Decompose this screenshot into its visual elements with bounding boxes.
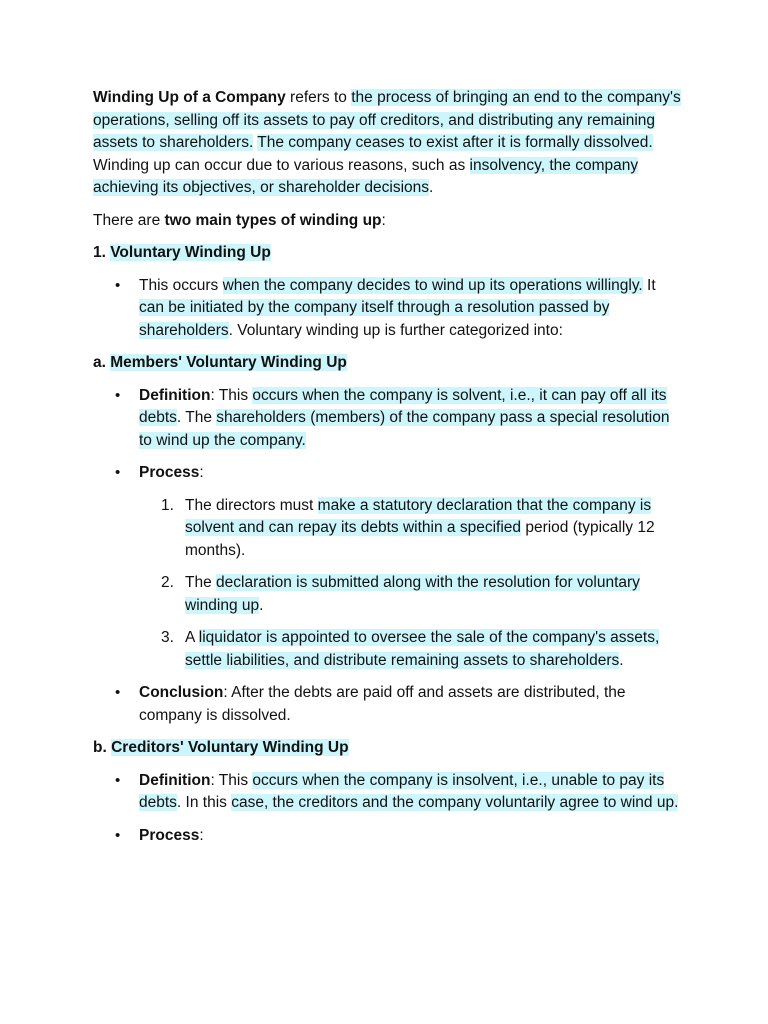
bullet-icon: • xyxy=(115,684,121,701)
intro-paragraph: Winding Up of a Company refers to the process of bringing an end to the company's operations, selling off its assets to pay off creditors, and distributing any remaining assets to shareholders. The company ceases to exist after it is formally dissolved. Winding up can occur due to various reasons, such as insolvency, the company achieving its objectives, or shareholder decisions. xyxy=(93,89,681,196)
highlight: can be initiated by the company itself through a resolution passed by shareholders xyxy=(139,299,610,339)
list-item: • This occurs when the company decides to wind up its operations willingly. It can be initiated by the company itself through a resolution passed by shareholders. Voluntary winding up is further categorized into: xyxy=(115,276,656,339)
highlight: The company ceases to exist after it is formally dissolved. xyxy=(257,134,653,151)
section-heading-members: a. Members' Voluntary Winding Up xyxy=(93,354,347,371)
intro-term: Winding Up of a Company xyxy=(93,89,286,106)
types-paragraph: There are two main types of winding up: xyxy=(93,211,386,229)
process-steps xyxy=(139,495,683,673)
process-step: 2. The declaration is submitted along with the resolution for voluntary winding up. xyxy=(161,574,640,614)
highlight: Creditors' Voluntary Winding Up xyxy=(111,739,349,756)
highlight: Members' Voluntary Winding Up xyxy=(110,354,347,371)
bullet-icon: • xyxy=(115,826,121,844)
list-item-process: • Process: 1. The directors must make a statutory declaration that the company is solvent and can repay its debts within a specified period (typically 12 months). 2. The declaration is submitted along with the resolution for voluntary winding up. 3. A liquidator is appointed to oversee the sale of the company's assets, settle liabilities, and distribute remaining assets to shareholders. xyxy=(93,462,683,672)
highlight: liquidator is appointed to oversee the sale of the company's assets, settle liabilities, and distribute remaining assets to shareholders xyxy=(185,629,660,669)
highlight: shareholders (members) of the company pass a special resolution to wind up the company. xyxy=(139,409,670,449)
highlight: Voluntary Winding Up xyxy=(110,244,271,261)
members-list xyxy=(93,385,683,728)
list-item-process: • Process: xyxy=(93,825,683,848)
list-item-definition: • Definition: This occurs when the company is solvent, i.e., it can pay off all its debts. The shareholders (members) of the company pass a special resolution to wind up the company. xyxy=(115,386,670,449)
list-item-conclusion: • Conclusion: After the debts are paid off and assets are distributed, the company is dissolved. xyxy=(115,684,626,724)
process-step: 3. A liquidator is appointed to oversee the sale of the company's assets, settle liabilities, and distribute remaining assets to shareholders. xyxy=(161,629,660,669)
process-step: 1. The directors must make a statutory declaration that the company is solvent and can repay its debts within a specified period (typically 12 months). xyxy=(161,496,655,559)
document-content xyxy=(93,87,683,857)
bullet-icon: • xyxy=(115,464,121,481)
highlight: the process of bringing an end to the company's operations, selling off its assets to pay off creditors, and distributing any remaining assets to shareholders. xyxy=(93,89,681,151)
bullet-icon: • xyxy=(115,276,121,294)
highlight: insolvency, the company achieving its objectives, or shareholder decisions xyxy=(93,156,639,196)
highlight: occurs when the company is insolvent, i.e., unable to pay its debts xyxy=(139,771,665,811)
list-item-definition: • Definition: This occurs when the company is insolvent, i.e., unable to pay its debts. In this case, the creditors and the company voluntarily agree to wind up. xyxy=(115,771,679,811)
highlight: when the company decides to wind up its operations willingly. xyxy=(222,276,643,294)
highlight: case, the creditors and the company voluntarily agree to wind up. xyxy=(231,794,679,811)
creditors-list xyxy=(93,770,683,848)
section-heading-creditors: b. Creditors' Voluntary Winding Up xyxy=(93,739,349,756)
highlight: declaration is submitted along with the resolution for voluntary winding up xyxy=(185,574,640,614)
highlight: make a statutory declaration that the company is solvent and can repay its debts within a specified xyxy=(185,496,652,536)
highlight: occurs when the company is solvent, i.e., it can pay off all its debts xyxy=(139,386,667,426)
section-heading-voluntary: 1. Voluntary Winding Up xyxy=(93,244,271,261)
bullet-icon: • xyxy=(115,386,121,404)
voluntary-list xyxy=(93,275,683,343)
bullet-icon: • xyxy=(115,771,121,789)
